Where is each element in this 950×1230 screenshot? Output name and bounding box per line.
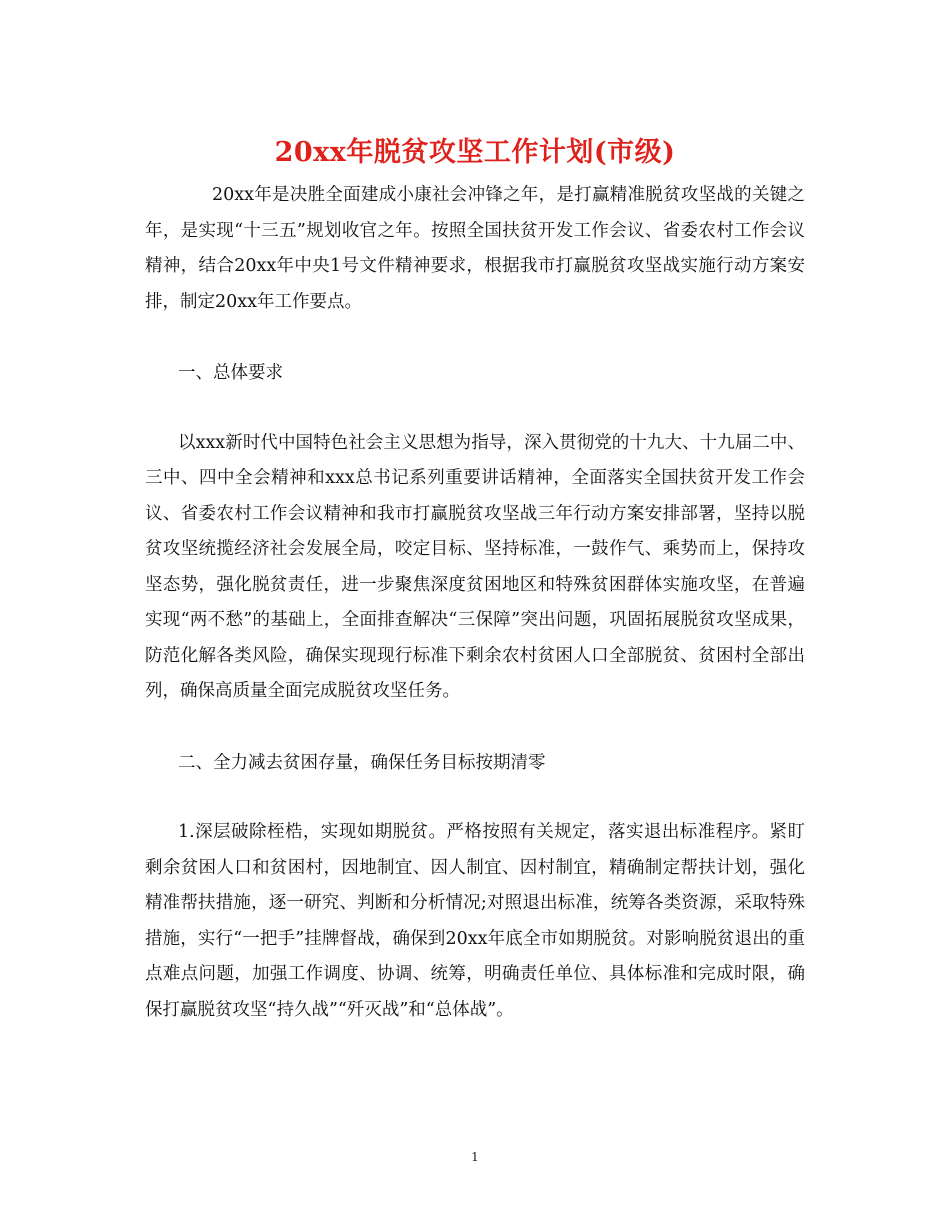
- paragraph-spacer: [145, 710, 805, 746]
- document-title: 20xx年脱贫攻坚工作计划(市级): [274, 137, 676, 168]
- section-1-heading: 一、总体要求: [178, 363, 283, 383]
- page-number: 1: [471, 1150, 479, 1164]
- paragraph-spacer: [145, 320, 805, 356]
- paragraph-spacer: [145, 781, 805, 815]
- section-2-heading: 二、全力减去贫困存量，确保任务目标按期清零: [178, 752, 546, 773]
- section-2-item-1-paragraph: 1.深层破除桎梏，实现如期脱贫。严格按照有关规定，落实退出标准程序。紧盯剩余贫困人口和贫困村，因地制宜、因人制宜、因村制宜，精确制定帮扶计划，强化精准帮扶措施，逐一研究、判断和分析情况;对照退出标准，统筹各类资源，采取特殊措施，实行“一把手”挂牌督战，确保到20xx年底全市如期脱贫。对影响脱贫退出的重点难点问题，加强工作调度、协调、统筹，明确责任单位、具体标准和完成时限，确保打赢脱贫攻坚“持久战”“歼灭战”和“总体战”。: [145, 822, 805, 1020]
- document-body: [145, 178, 805, 1028]
- paragraph-spacer: [145, 392, 805, 426]
- intro-paragraph: 20xx年是决胜全面建成小康社会冲锋之年，是打赢精准脱贫攻坚战的关键之年，是实现“十三五”规划收官之年。按照全国扶贫开发工作会议、省委农村工作会议精神，结合20xx年中央1号文件精神要求，根据我市打赢脱贫攻坚战实施行动方案安排，制定20xx年工作要点。: [145, 185, 805, 312]
- section-1-paragraph: 以xxx新时代中国特色社会主义思想为指导，深入贯彻党的十九大、十九届二中、三中、四中全会精神和xxx总书记系列重要讲话精神，全面落实全国扶贫开发工作会议、省委农村工作会议精神和我市打赢脱贫攻坚战三年行动方案安排部署，坚持以脱贫攻坚统揽经济社会发展全局，咬定目标、坚持标准，一鼓作气、乘势而上，保持攻坚态势，强化脱贫责任，进一步聚焦深度贫困地区和特殊贫困群体实施攻坚，在普遍实现“两不愁”的基础上，全面排查解决“三保障”突出问题，巩固拓展脱贫攻坚成果，防范化解各类风险，确保实现现行标准下剩余农村贫困人口全部脱贫、贫困村全部出列，确保高质量全面完成脱贫攻坚任务。: [145, 432, 805, 701]
